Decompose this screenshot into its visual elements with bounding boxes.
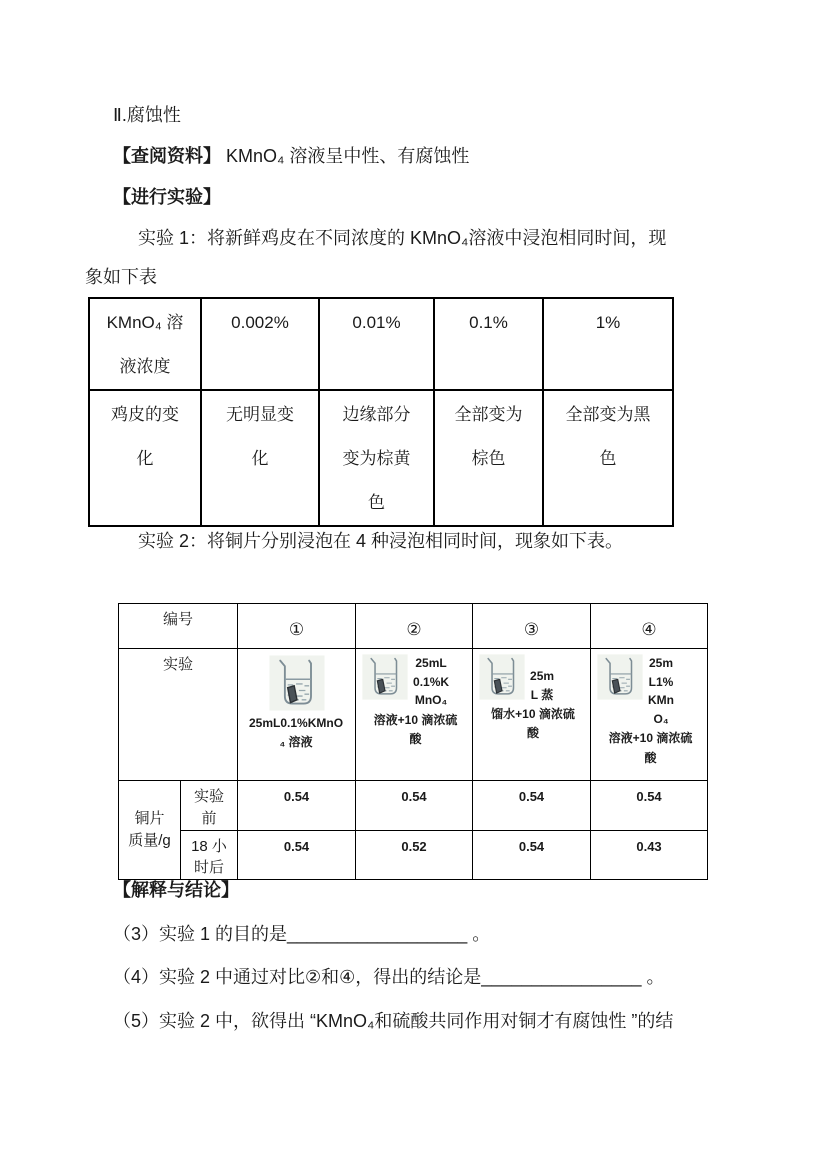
experiment1-desc-line2: 象如下表 xyxy=(85,267,157,287)
experiment1-table xyxy=(88,297,674,527)
experiment2-desc: 实验 2：将铜片分别浸泡在 4 种浸泡相同时间，现象如下表。 xyxy=(138,531,624,551)
table1-header-cell xyxy=(89,298,201,390)
table1-concentration-cell: 0.01% xyxy=(319,298,434,390)
table1-row-label-line: 化 xyxy=(136,449,154,468)
mass-after-value: 0.54 xyxy=(473,830,591,880)
table2-experiment-label-cell: 实验 xyxy=(119,649,238,781)
table2-setup-cell-1 xyxy=(238,649,356,781)
table2-setup-cell-3 xyxy=(473,649,591,781)
table1-observation-cell: 无明显变 化 xyxy=(201,390,319,526)
table2-mass-label-cell: 铜片 质量/g xyxy=(119,781,181,880)
setup1-caption: 25mL0.1%KMnO ₄ 溶液 xyxy=(249,716,344,750)
question-3: （3）实验 1 的目的是__________________ 。 xyxy=(113,924,491,944)
experiment2-table xyxy=(118,603,708,880)
table2-corner-cell: 编号 xyxy=(119,604,238,649)
mass-before-value: 0.54 xyxy=(356,781,473,831)
table1-concentration-cell: 0.1% xyxy=(434,298,543,390)
setup2-caption: 溶液+10 滴浓硫 酸 xyxy=(373,712,458,746)
table1-concentration-cell: 0.002% xyxy=(201,298,319,390)
table2-before-label-cell: 实验 前 xyxy=(181,781,238,831)
experiment1-desc-line1: 实验 1：将新鲜鸡皮在不同浓度的 KMnO₄溶液中浸泡相同时间，现 xyxy=(138,228,667,248)
table1-observation-cell: 全部变为 棕色 xyxy=(434,390,543,526)
reference-label: 【查阅资料】 xyxy=(113,146,221,166)
conclusion-heading: 【解释与结论】 xyxy=(113,880,239,900)
table1-row-label-cell xyxy=(89,390,201,526)
mass-after-value: 0.54 xyxy=(238,830,356,880)
question-5: （5）实验 2 中，欲得出 “KMnO₄和硫酸共同作用对铜才有腐蚀性 ”的结 xyxy=(113,1011,674,1031)
beaker-icon xyxy=(269,655,325,711)
table2-setup-cell-2 xyxy=(356,649,473,781)
table1-observation-cell: 边缘部分 变为棕黄 色 xyxy=(319,390,434,526)
table1-header-line: 液浓度 xyxy=(119,357,171,376)
table1-row-label-line: 鸡皮的变 xyxy=(111,405,179,424)
table1-header-line: KMnO₄ 溶 xyxy=(106,313,184,332)
table2-after-label-cell: 18 小 时后 xyxy=(181,830,238,880)
table2-number-cell: ② xyxy=(356,604,473,649)
table1-observation-cell: 全部变为黑 色 xyxy=(543,390,673,526)
beaker-icon xyxy=(597,654,643,700)
table2-number-cell: ③ xyxy=(473,604,591,649)
beaker-icon xyxy=(479,654,525,700)
procedure-heading: 【进行实验】 xyxy=(113,187,221,207)
setup4-side-label: 25m L1% KMn O₄ xyxy=(648,656,675,726)
mass-before-value: 0.54 xyxy=(591,781,708,831)
table2-setup-cell-4 xyxy=(591,649,708,781)
mass-after-value: 0.52 xyxy=(356,830,473,880)
question-4: （4）实验 2 中通过对比②和④，得出的结论是________________ 。 xyxy=(113,967,665,987)
mass-after-value: 0.43 xyxy=(591,830,708,880)
mass-before-value: 0.54 xyxy=(238,781,356,831)
section-heading: Ⅱ.腐蚀性 xyxy=(113,105,181,125)
table2-number-cell: ① xyxy=(238,604,356,649)
setup3-side-label: 25m L 蒸 xyxy=(530,669,555,702)
table1-concentration-cell: 1% xyxy=(543,298,673,390)
setup3-caption: 馏水+10 滴浓硫 酸 xyxy=(491,707,575,741)
beaker-icon xyxy=(362,654,408,700)
reference-text: KMnO₄ 溶液呈中性、有腐蚀性 xyxy=(226,146,470,166)
reference-line xyxy=(113,142,469,168)
setup2-side-label: 25mL 0.1%K MnO₄ xyxy=(413,656,450,708)
mass-before-value: 0.54 xyxy=(473,781,591,831)
setup4-caption: 溶液+10 滴浓硫 酸 xyxy=(608,731,693,765)
table2-number-cell: ④ xyxy=(591,604,708,649)
